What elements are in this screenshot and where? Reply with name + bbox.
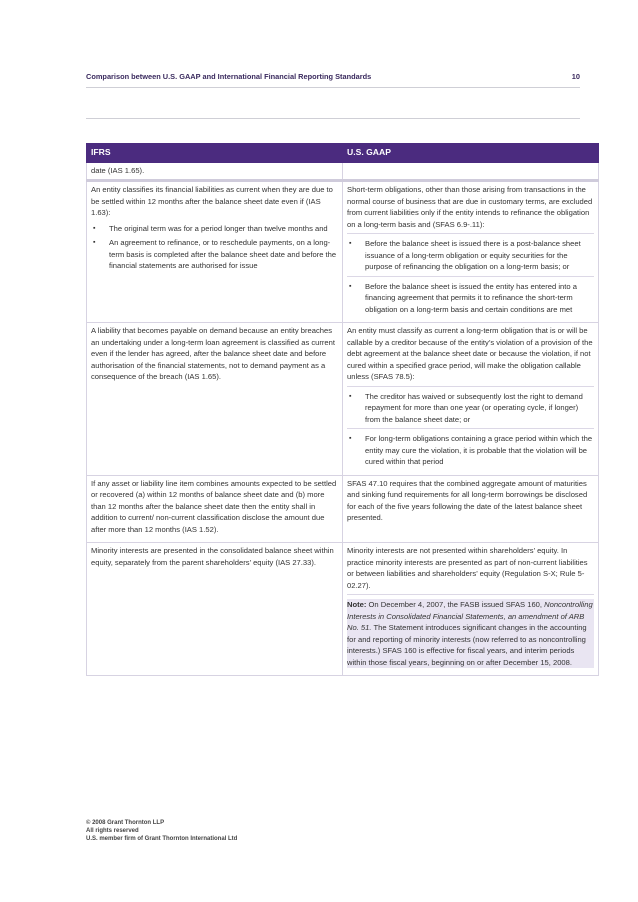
cell-paragraph: A liability that becomes payable on demand because an entity breaches an undertaking under a long-term loan agreement is classified as current even if the lender has agreed, after the balance sheet date and before authorisation of the financial statements, not to demand payment as a consequence of the breach (IAS 1.65). [91,326,335,381]
table-row [87,181,599,323]
table-row [87,543,599,676]
note-text: On December 4, 2007, the FASB issued SFAS 160, [366,600,545,609]
ifrs-cell: date (IAS 1.65). [87,162,343,181]
cell-paragraph: SFAS 47.10 requires that the combined aggregate amount of maturities and sinking fund requirements for all long-term borrowings be disclosed for each of the five years following the date of the latest balance sheet presented. [347,478,588,522]
page-number: 10 [571,72,580,81]
header-rule-lower [86,118,580,119]
cell-paragraph: Short-term obligations, other than those arising from transactions in the normal course of business that are due in customary terms, are excluded from current liabilities only if the entity intends to refinance the obligation on a long-term basis and (SFAS 6.9-.11): [347,184,594,234]
column-header-us-gaap: U.S. GAAP [343,144,599,163]
us-gaap-cell [343,543,599,676]
cell-paragraph: Minority interests are not presented within shareholders’ equity. In practice minority interests are presented as part of non-current liabilities or between liabilities and shareholders’ equity (Regulation S-X; Rule 5-02.27). [347,545,594,595]
us-gaap-cell [343,323,599,476]
us-gaap-cell [343,162,599,181]
table-row [87,323,599,476]
us-gaap-cell [343,181,599,323]
table-row [87,162,599,181]
bullet-list [347,238,594,315]
list-item: ▪ Before the balance sheet is issued the entity has entered into a financing agreement that permits it to refinance the short-term obligation on a long-term basis and certain conditions are met [347,281,594,316]
copyright-line: © 2008 Grant Thornton LLP [86,820,165,826]
cell-paragraph: Minority interests are presented in the consolidated balance sheet within equity, separately from the parent shareholders’ equity (IAS 27.33). [91,546,334,567]
table-row [87,475,599,543]
bullet-list [91,223,338,272]
ifrs-cell [87,475,343,543]
note-paragraph [347,599,594,668]
list-item: ▪ An agreement to refinance, or to reschedule payments, on a long-term basis is completed after the balance sheet date and before the financial statements are authorised for issue [91,237,338,272]
cell-paragraph: An entity classifies its financial liabilities as current when they are due to be settled within 12 months after the balance sheet date even if (IAS 1.63): [91,185,333,217]
list-item: ▪ The creditor has waived or subsequently lost the right to demand repayment for more than one year (or operating cycle, if longer) from the balance sheet date; or [347,391,594,430]
ifrs-cell [87,181,343,323]
rights-line: All rights reserved [86,828,139,834]
ifrs-cell [87,323,343,476]
cell-paragraph: If any asset or liability line item combines amounts expected to be settled or recovered (a) within 12 months of balance sheet date and (b) more than 12 months after the balance sheet date then the entity shall in addition to current/ non-current classification disclose the amount due after more than 12 months (IAS 1.52). [91,478,337,534]
standard-title: Noncontrolling Interests in Consolidated Financial Statements, an amendment of ARB No. 51. [347,600,593,632]
column-header-ifrs: IFRS [87,144,343,163]
table-header-row [87,144,599,163]
list-item: ▪ Before the balance sheet is issued there is a post-balance sheet issuance of a long-term obligation or equity securities for the purpose of refinancing the obligation on a long-term basis; or [347,238,594,277]
page-footer [86,819,237,843]
list-item: ▪ The original term was for a period longer than twelve months and [91,223,338,235]
note-label: Note: [347,600,367,609]
note-text: The Statement introduces significant changes in the accounting for and reporting of minority interests (now referred to as noncontrolling interests.) SFAS 160 is effective for fiscal years, and interim periods within those fiscal years, beginning on or after December 15, 2008. [347,623,587,667]
cell-paragraph: An entity must classify as current a long-term obligation that is or will be callable by a creditor because of the entity’s violation of a provision of the debt agreement at the balance sheet date or because the violation, if not cured within a specified grace period, will make the obligation callable unless (SFAS 78.5): [347,325,594,387]
bullet-list [347,391,594,468]
document-title: Comparison between U.S. GAAP and International Financial Reporting Standards [86,72,372,81]
page-header [86,72,580,81]
comparison-table [86,143,599,676]
ifrs-cell [87,543,343,676]
list-item: ▪ For long-term obligations containing a grace period within which the entity may cure the violation, it is probable that the violation will be cured within that period [347,433,594,468]
member-firm-line: U.S. member firm of Grant Thornton International Ltd [86,836,238,842]
header-rule [86,87,580,88]
us-gaap-cell [343,475,599,543]
